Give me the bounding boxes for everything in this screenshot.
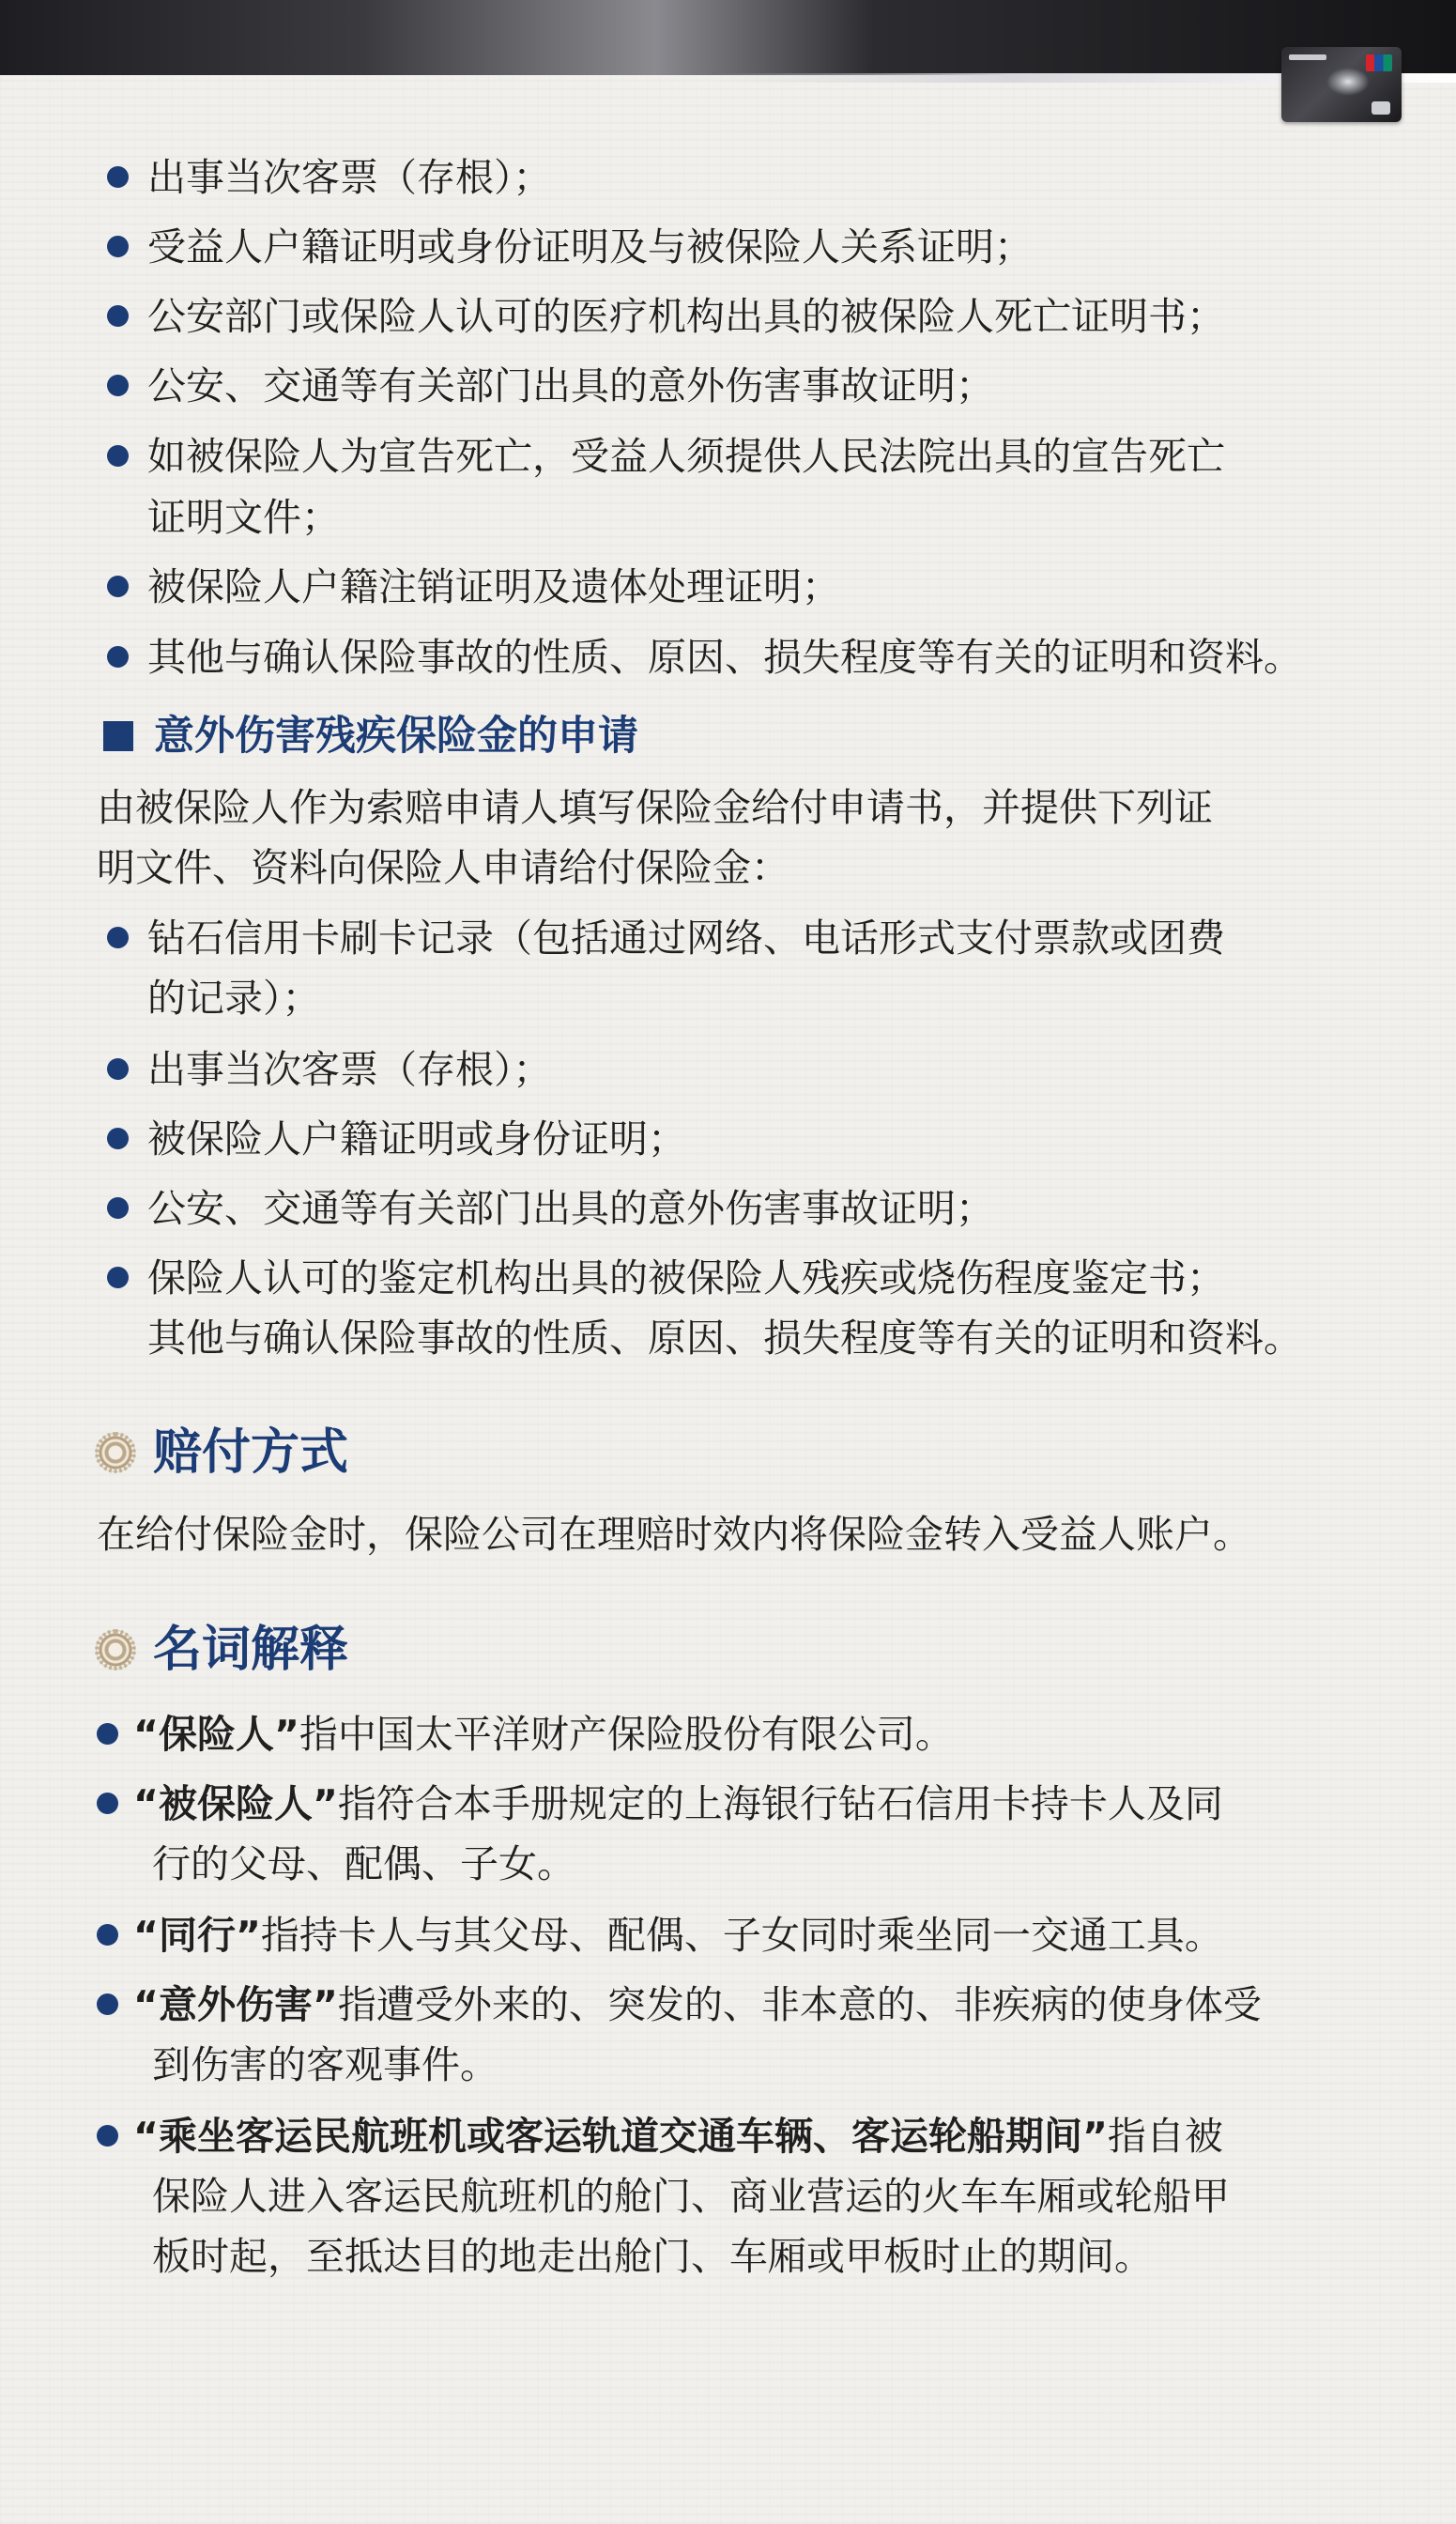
intro-text: 明文件、资料向保险人申请给付保险金：: [97, 845, 789, 890]
bullet-icon: [97, 1924, 118, 1946]
section-subtitle: 意外伤害残疾保险金的申请: [154, 713, 638, 760]
intro-text: 由被保险人作为索赔申请人填写保险金给付申请书，并提供下列证: [97, 785, 1213, 830]
term-continuation: 行的父母、配偶、子女。: [152, 1841, 575, 1886]
bullet-icon: [97, 1793, 118, 1814]
medallion-icon: [97, 1631, 134, 1669]
term-definition: 指持卡人与其父母、配偶、子女同时乘坐同一交通工具。: [260, 1913, 1223, 1958]
term-item: [133, 1975, 1262, 2035]
list-item-continuation: 证明文件；: [147, 495, 340, 540]
term-item: [133, 1704, 954, 1764]
list-item: 出事当次客票（存根）；: [147, 155, 552, 200]
term-name: “乘坐客运民航班机或客运轨道交通车辆、客运轮船期间”: [133, 2114, 1108, 2159]
list-item: 公安部门或保险人认可的医疗机构出具的被保险人死亡证明书；: [147, 294, 1225, 339]
term-name: “同行”: [133, 1913, 261, 1958]
bank-logo: [1289, 54, 1326, 60]
term-definition: 指遭受外来的、突发的、非本意的、非疾病的使身体受: [337, 1982, 1262, 2027]
term-continuation: 保险人进入客运民航班机的舱门、商业营运的火车车厢或轮船甲: [152, 2174, 1230, 2219]
list-item: 受益人户籍证明或身份证明及与被保险人关系证明；: [147, 224, 1033, 269]
bullet-icon: [107, 1058, 129, 1080]
card-chip-icon: [1372, 101, 1390, 115]
bullet-icon: [107, 375, 129, 396]
list-item: 保险人认可的鉴定机构出具的被保险人残疾或烧伤程度鉴定书；: [147, 1255, 1225, 1300]
term-name: “被保险人”: [133, 1781, 338, 1826]
list-item: 出事当次客票（存根）；: [147, 1047, 552, 1092]
list-item-continuation: 的记录）；: [147, 976, 321, 1021]
term-name: “保险人”: [133, 1712, 299, 1757]
bullet-icon: [97, 1723, 118, 1745]
term-name: “意外伤害”: [133, 1982, 338, 2027]
bullet-icon: [107, 576, 129, 597]
term-item: [133, 2106, 1223, 2166]
card-decoration: [1326, 68, 1370, 96]
term-definition: 指符合本手册规定的上海银行钻石信用卡持卡人及同: [337, 1781, 1223, 1826]
list-item: 其他与确认保险事故的性质、原因、损失程度等有关的证明和资料。: [147, 635, 1302, 680]
bullet-icon: [107, 1128, 129, 1149]
bullet-icon: [107, 1197, 129, 1219]
term-definition: 指中国太平洋财产保险股份有限公司。: [299, 1712, 954, 1757]
term-continuation: 板时起，至抵达目的地走出舱门、车厢或甲板时止的期间。: [152, 2234, 1153, 2279]
list-item: 被保险人户籍证明或身份证明；: [147, 1116, 686, 1162]
bullet-icon: [107, 236, 129, 257]
term-continuation: 到伤害的客观事件。: [152, 2042, 498, 2087]
top-banner: [0, 0, 1456, 75]
list-item: 被保险人户籍注销证明及遗体处理证明；: [147, 564, 840, 609]
medallion-icon: [97, 1434, 134, 1471]
term-item: [133, 1774, 1223, 1834]
term-definition: 指自被: [1107, 2114, 1223, 2159]
bullet-icon: [107, 927, 129, 948]
bullet-icon: [107, 646, 129, 668]
bullet-icon: [107, 1267, 129, 1288]
list-item: 钻石信用卡刷卡记录（包括通过网络、电话形式支付票款或团费: [147, 916, 1225, 961]
square-bullet-icon: [103, 721, 133, 751]
section-title: 名词解释: [153, 1622, 349, 1678]
bullet-icon: [107, 445, 129, 467]
list-item: 公安、交通等有关部门出具的意外伤害事故证明；: [147, 363, 994, 408]
bullet-icon: [107, 166, 129, 188]
list-item: 公安、交通等有关部门出具的意外伤害事故证明；: [147, 1186, 994, 1231]
credit-card-image: [1281, 47, 1402, 122]
list-item: 如被保险人为宣告死亡，受益人须提供人民法院出具的宣告死亡: [147, 434, 1225, 479]
section-title: 赔付方式: [153, 1424, 349, 1481]
unionpay-logo: [1366, 54, 1392, 71]
term-item: [133, 1905, 1223, 1965]
payment-text: 在给付保险金时，保险公司在理赔时效内将保险金转入受益人账户。: [97, 1512, 1251, 1557]
bullet-icon: [97, 1993, 118, 2015]
bullet-icon: [107, 305, 129, 327]
bullet-icon: [97, 2125, 118, 2147]
list-item-continuation: 其他与确认保险事故的性质、原因、损失程度等有关的证明和资料。: [147, 1316, 1302, 1361]
